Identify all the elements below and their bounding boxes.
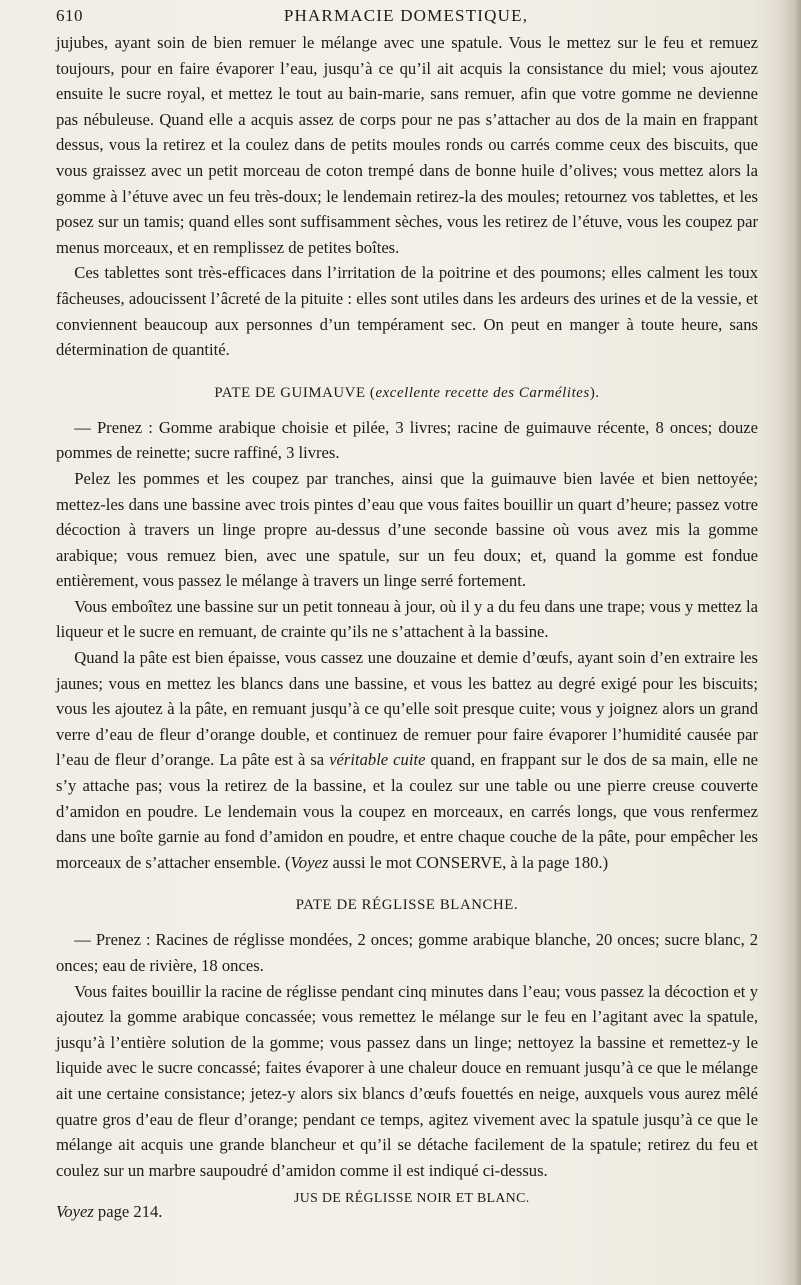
recipe-heading-guimauve [56, 383, 758, 403]
page-footer [56, 1185, 758, 1225]
heading-main: PATE DE GUIMAUVE [214, 384, 366, 401]
next-recipe-heading: JUS DE RÉGLISSE NOIR ET BLANC. [294, 1190, 530, 1206]
text-run: quand, en frappant sur le dos de sa main, elle ne s’y attache pas; vous la retirez de la bassine, et la coulez sur une table ou une pierre creuse couverte d’amidon en poudre. Le lendemain vous la coupez en morceaux, en carrés longs, que vous renfermez dans une boîte garnie au fond d’amidon en poudre, et entre chaque couche de la pâte, pour empêcher les morceaux de s’attacher ensemble. ( [56, 750, 758, 872]
page-header [56, 6, 756, 28]
text-run: aussi le mot CONSERVE, à la page 180.) [328, 852, 609, 872]
page-body [56, 30, 758, 1225]
heading-paren-open: ( [365, 384, 376, 401]
running-title: PHARMACIE DOMESTIQUE, [283, 6, 529, 25]
ingredients-paragraph: — Prenez : Racines de réglisse mondées, 2 onces; gomme arabique blanche, 20 onces; sucre blanc, 2 onces; eau de rivière, 18 onces. [56, 930, 758, 975]
recipe-heading-reglisse: PATE DE RÉGLISSE BLANCHE. [295, 897, 519, 914]
paragraph: Vous faites bouillir la racine de réglisse pendant cinq minutes dans l’eau; vous passez la décoction et y ajoutez la gomme arabique concassée; vous remettez le mélange sur le feu en l’agitant avec la spatule, jusqu’à l’entière solution de la gomme; vous passez dans un linge; nettoyez la bassine et remettez-y le liquide avec le sucre concassé; faites évaporer à une chaleur douce en remuant jusqu’à ce que le mélange ait une certaine consistance; jetez-y alors six blancs d’œufs fouettés en neige, auxquels vous aurez mêlé quatre gros d’eau de fleur d’orange; pendant ce temps, agitez vivement avec la spatule jusqu’à ce que le mélange ait acquis une grande blancheur et qu’il se détache facilement de la spatule; retirez du feu et coulez sur un marbre saupoudré d’amidon comme il est indiqué ci-dessus. [56, 981, 758, 1180]
text-run: Quand la pâte est bien épaisse, vous cassez une douzaine et demie d’œufs, ayant soin d’en extraire les jaunes; vous en mettez les blancs dans une bassine, et vous les battez au degré exigé pour les biscuits; vous les ajoutez à la pâte, en remuant jusqu’à ce qu’elle soit presque cuite; vous y joignez alors un grand verre d’eau de fleur d’orange double, et continuez de remuer pour faire évaporer l’humidité causée par l’eau de fleur d’orange. La pâte est à sa [56, 648, 758, 770]
paragraph: Ces tablettes sont très-efficaces dans l’irritation de la poitrine et des poumons; elles calment les toux fâcheuses, adoucissent l’âcreté de la pituite : elles sont utiles dans les ardeurs des urines et de la vessie, et conviennent beaucoup aux personnes d’un tempérament sec. On peut en manger à toute heure, sans détermination de quantité. [56, 263, 758, 360]
paragraph [56, 645, 758, 875]
paragraph: Vous emboîtez une bassine sur un petit tonneau à jour, où il y a du feu dans une trape; vous y mettez la liqueur et le sucre en remuant, de crainte qu’ils ne s’attachent à la bassine. [56, 596, 758, 642]
italic-run: Voyez [290, 852, 329, 872]
see-page: page 214. [93, 1202, 163, 1222]
cross-reference [56, 1199, 162, 1225]
page-edge-shadow [779, 0, 801, 1285]
page-number: 610 [56, 6, 83, 25]
paragraph: jujubes, ayant soin de bien remuer le mélange avec une spatule. Vous le mettez sur le feu et remuez toujours, pour en faire évaporer l’eau, jusqu’à ce qu’il ait acquis la consistance du miel; vous ajoutez ensuite le sucre royal, et mettez le tout au bain-marie, sans remuer, afin que votre gomme ne devienne pas nébuleuse. Quand elle a acquis assez de corps pour ne pas s’attacher au dos de la main en frappant dessus, vous la retirez et la coulez dans de petits moules ronds ou carrés comme ceux des biscuits, que vous graissez avec un petit morceau de coton trempé dans de bonne huile d’olives; vous mettez alors la gomme à l’étuve avec un feu très-doux; le lendemain retirez-la des moules; retournez vos tablettes, et les posez sur un tamis; quand elles sont suffisamment sèches, vous les retirez de l’étuve, vous les coupez par menus morceaux, et en remplissez de petites boîtes. [56, 33, 758, 257]
heading-subtitle: excellente recette des Carmélites [375, 384, 590, 401]
ingredients-paragraph: — Prenez : Gomme arabique choisie et pilée, 3 livres; racine de guimauve récente, 8 onces; douze pommes de reinette; sucre raffiné, 3 livres. [56, 417, 758, 463]
heading-paren-close: ). [589, 384, 600, 401]
paragraph: Pelez les pommes et les coupez par tranches, ainsi que la guimauve bien lavée et bien nettoyée; mettez-les dans une bassine avec trois pintes d’eau que vous faites bouillir un quart d’heure; passez votre décoction à travers un linge propre au-dessus d’une seconde bassine où vous avez mis la gomme arabique; vous remuez bien, avec une spatule, sur un feu doux; et, quand la gomme est fondue entièrement, vous passez le mélange à travers un linge serré fortement. [56, 468, 758, 591]
italic-run: véritable cuite [329, 750, 426, 770]
see-italic: Voyez [56, 1202, 94, 1222]
